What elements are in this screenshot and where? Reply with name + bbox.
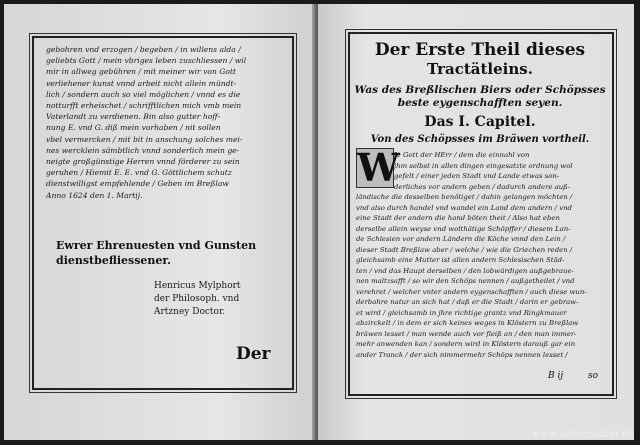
- text-line: ten / vnd das Haupt derselben / den lobwürdigen außgebraue-: [356, 266, 574, 275]
- text-line: ländische die desselben benötiget / dahin gelangen möchten /: [356, 193, 573, 201]
- text-line: Je Gott der HErr / dem die einnahl von: [394, 151, 530, 159]
- text-line: geruhen / Hiemit E. E. vnd G. Göttlichem schutz: [46, 168, 232, 178]
- text-line: geliebts Gott / mein vbriges leben zuschliessen / wil: [46, 56, 247, 66]
- left-catchword: Der: [236, 344, 271, 364]
- text-line: Anno 1624 den 1. Martij.: [46, 190, 143, 200]
- text-line: mehr anwenden kan / sondern wird in Klöstern darauß gar ein: [356, 340, 576, 348]
- drop-cap: W: [357, 145, 400, 190]
- right-page-text: [356, 145, 608, 360]
- signature-line: der Philosoph. vnd: [154, 294, 240, 304]
- text-line: neigte großgünstige Herren vnnd förderer zu sein: [46, 157, 240, 167]
- closing-formula: [56, 238, 266, 268]
- text-line: eine Stadt der andern die hand böten theit / Also hat eben: [356, 214, 560, 222]
- signature-line: Artzney Doctor.: [154, 307, 226, 317]
- text-line: et wird / gleichsamb in jhre richtige grantz vnd Ringkmauer: [356, 308, 567, 317]
- text-line: gebohren vnd erzogen / begeben / in willens alda /: [46, 45, 241, 54]
- text-line: verehret / welcher vnter andern eygenschafften / auch diese wun-: [356, 287, 587, 296]
- text-line: abzirckelt / in dem er sich keines weges in Klöstern zu Breßlaw: [356, 319, 579, 327]
- text-line: ander Tranck / der sich nimmermehr Schöps nennen lesset /: [356, 350, 568, 359]
- chapter-heading: Das I. Capitel.: [424, 114, 536, 130]
- text-line: nen maltzsafft / so wir den Schöps nennen / außgetheilet / vnd: [356, 277, 575, 285]
- part-subtitle: Was des Breßlischen Biers oder Schöpsses beste eygenschafften seyen.: [354, 84, 606, 109]
- left-page-text: [46, 44, 284, 201]
- part-title: Der Erste Theil dieses: [374, 40, 586, 60]
- text-line: derbahre natur an sich hat / daß er die Stadt / darin er gebraw-: [356, 298, 579, 306]
- text-line: jhm selbst in allen dingen eingesatzte ordnung wol: [394, 161, 573, 170]
- part-title-2: Tractätleins.: [427, 60, 533, 78]
- closing-line: Ewrer Ehrenuesten vnd Gunsten: [56, 239, 257, 252]
- book-spread: [4, 4, 634, 440]
- right-catchword: so: [588, 371, 599, 381]
- text-line: de Schlesien vor andern Ländern die Köche vnnd den Lein /: [356, 235, 566, 243]
- text-line: gleichsamb eine Mutter ist allen andern Schlesischen Städ-: [356, 256, 565, 264]
- text-line: nes wercklein sämbtlich vnnd sonderlich mein ge-: [46, 145, 240, 155]
- closing-line: dienstbefliessener.: [56, 254, 172, 267]
- text-line: derliches vor andern geben / dadurch andere auß-: [394, 182, 571, 191]
- text-line: vbel vermercken / mit bit in anschung solches mei-: [46, 134, 243, 144]
- right-page: [318, 4, 634, 440]
- text-line: derselbe allein weyse vnd wolthätige Schöpffer / diesem Lan-: [356, 224, 571, 233]
- text-line: Vaterlandt zu verdienen. Bin also gutter hoff-: [46, 112, 221, 122]
- text-line: nung E. vnd G. diß mein vorhaben / nit sollen: [46, 123, 221, 133]
- text-line: dienstwilligst empfehlende / Geben im Breßlaw: [46, 179, 229, 189]
- signature-line: Henricus Mylphort: [154, 281, 241, 291]
- text-line: dieser Stadt Breßlaw aber / welche / wie die Griechen reden /: [356, 245, 573, 254]
- text-line: lich / sondern auch so viel möglichen / vnnd es die: [46, 89, 241, 99]
- text-line: verliehener kunst vnnd arbeit nicht allein mündt-: [46, 78, 237, 88]
- author-signature: [154, 280, 284, 319]
- text-line: bräwen lesset / man wende auch vor fleiß an / den man immer-: [356, 329, 577, 338]
- website-watermark: www.schoepsbier.de: [532, 429, 634, 440]
- text-line: mir in allweg gebühren / mit meiner wir von Gott: [46, 67, 236, 77]
- left-page: [4, 4, 316, 440]
- text-line: vnd also durch handel vnd wandel ein Land dem andern / vnd: [356, 203, 572, 212]
- text-line: notturfft erheischet / schrifftlichen mich vmb mein: [46, 101, 242, 111]
- text-line: gefelt / einer jeden Stadt vnd Lande etwas son-: [394, 172, 560, 180]
- chapter-title: Von des Schöpsses im Bräwen vortheil.: [370, 134, 590, 145]
- signature-mark: B ij: [548, 371, 564, 381]
